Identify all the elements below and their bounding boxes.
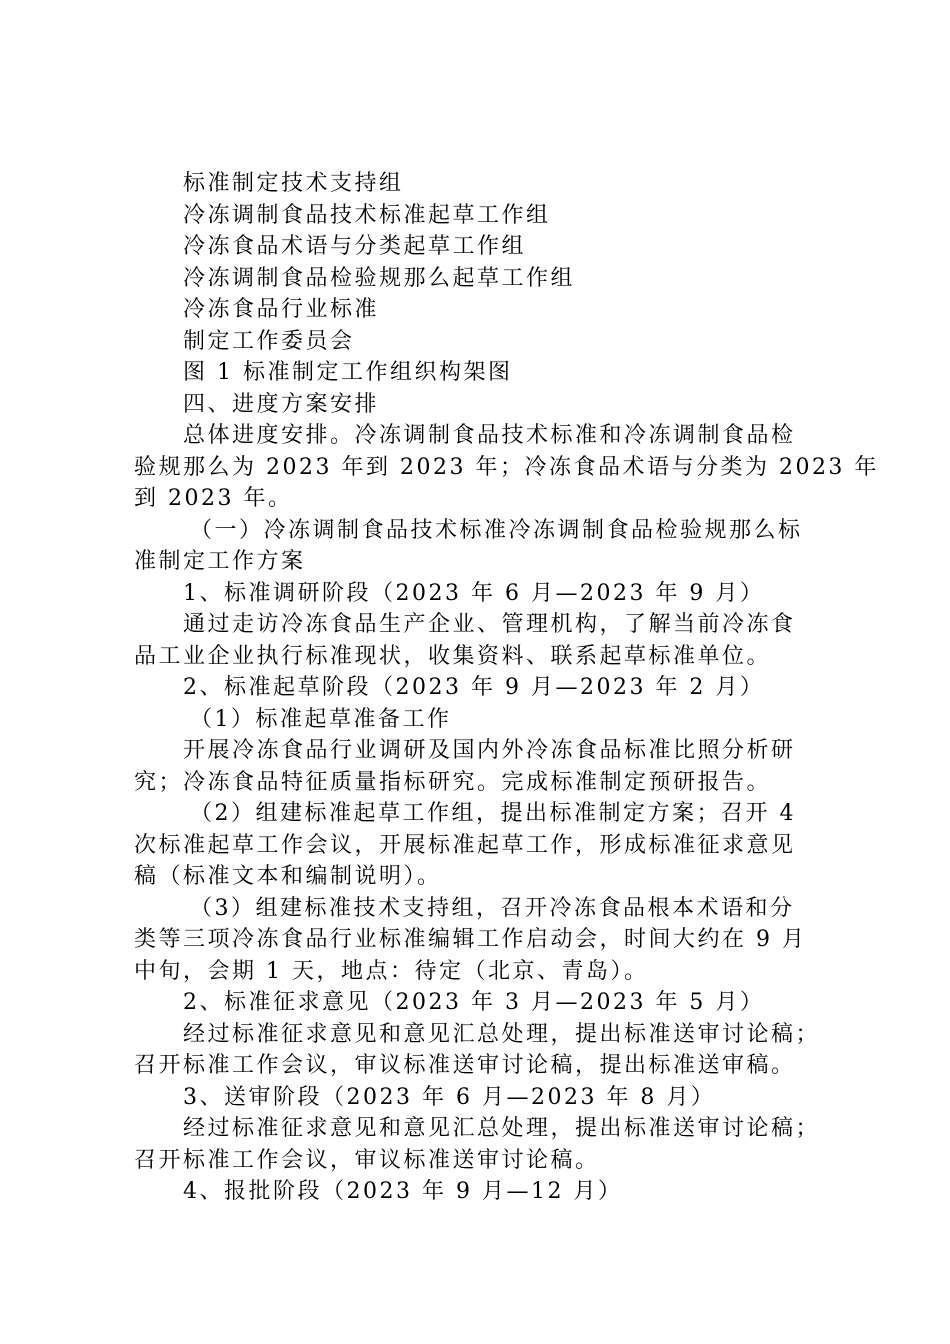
document-body [134, 168, 879, 1208]
org-chart-item: 冷冻食品术语与分类起草工作组 [183, 234, 527, 259]
org-chart-item: 制定工作委员会 [183, 328, 355, 354]
stage-title: 4、报批阶段（2023 年 9 月—12 月） [183, 1179, 623, 1204]
paragraph-line: 总体进度安排。冷冻调制食品技术标准和冷冻调制食品检 [183, 423, 796, 448]
sub-heading: （一）冷冻调制食品技术标准冷冻调制食品检验规那么标 [190, 517, 803, 543]
sub-heading: 准制定工作方案 [134, 549, 306, 574]
stage-title: 2、标准征求意见（2023 年 3 月—2023 年 5 月） [183, 990, 765, 1015]
org-chart-item: 冷冻调制食品技术标准起草工作组 [183, 202, 551, 228]
paragraph-line: 召开标准工作会议，审议标准送审讨论稿，提出标准送审稿。 [134, 1053, 796, 1078]
paragraph-line: 召开标准工作会议，审议标准送审讨论稿。 [134, 1147, 600, 1173]
org-chart-item: 冷冻调制食品检验规那么起草工作组 [183, 265, 576, 291]
paragraph-line: 开展冷冻食品行业调研及国内外冷冻食品标准比照分析研 [183, 738, 796, 763]
paragraph-line: 到 2023 年。 [134, 486, 293, 511]
paragraph-line: 验规那么为 2023 年到 2023 年；冷冻食品术语与分类为 2023 年 [134, 454, 879, 480]
item-title: （1）标准起草准备工作 [190, 706, 452, 732]
stage-title: 1、标准调研阶段（2023 年 6 月—2023 年 9 月） [183, 580, 765, 606]
paragraph-line: 类等三项冷冻食品行业标准编辑工作启动会，时间大约在 9 月 [134, 927, 807, 952]
stage-title: 2、标准起草阶段（2023 年 9 月—2023 年 2 月） [183, 675, 765, 700]
org-chart-item: 冷冻食品行业标准 [183, 297, 380, 322]
paragraph-line: 中旬，会期 1 天，地点：待定（北京、青岛）。 [134, 958, 649, 984]
paragraph-line: （3）组建标准技术支持组，召开冷冻食品根本术语和分 [190, 895, 795, 921]
section-heading: 四、进度方案安排 [183, 391, 380, 417]
paragraph-line: 次标准起草工作会议，开展标准起草工作，形成标准征求意见 [134, 832, 796, 858]
paragraph-line: 究；冷冻食品特征质量指标研究。完成标准制定预研报告。 [134, 769, 772, 795]
paragraph-line: 稿（标准文本和编制说明）。 [134, 864, 442, 889]
figure-caption: 图 1 标准制定工作组织构架图 [183, 360, 513, 385]
paragraph-line: 品工业企业执行标准现状，收集资料、联系起草标准单位。 [134, 643, 772, 669]
paragraph-line: 经过标准征求意见和意见汇总处理，提出标准送审讨论稿； [183, 1116, 821, 1141]
paragraph-line: 通过走访冷冻食品生产企业、管理机构，了解当前冷冻食 [183, 612, 796, 637]
stage-title: 3、送审阶段（2023 年 6 月—2023 年 8 月） [183, 1084, 716, 1110]
paragraph-line: 经过标准征求意见和意见汇总处理，提出标准送审讨论稿； [183, 1021, 821, 1047]
org-chart-item: 标准制定技术支持组 [183, 171, 404, 196]
paragraph-line: （2）组建标准起草工作组，提出标准制定方案；召开 4 [190, 801, 796, 826]
